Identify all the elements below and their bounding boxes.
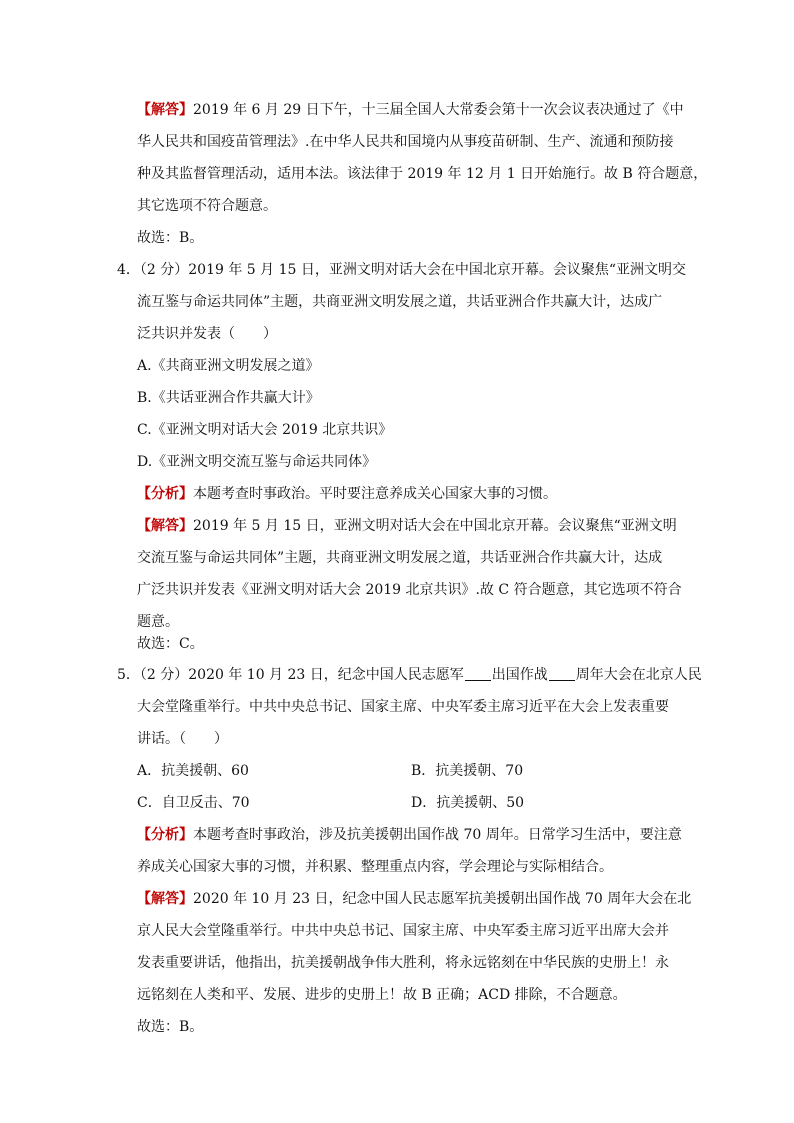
fenxi-tag: 【分析】	[137, 827, 193, 843]
fenxi-tag: 【分析】	[137, 486, 193, 502]
q4-stem-line-2: 流互鉴与命运共同体”主题，共商亚洲文明发展之道，共话亚洲合作共赢大计，达成广	[137, 294, 663, 310]
q5-jieda-line-4: 远铭刻在人类和平、发展、进步的史册上！故 B 正确；ACD 排除，不合题意。	[137, 987, 627, 1003]
q5-option-c: C．自卫反击、70	[137, 795, 250, 811]
q4-stem-line-3: 泛共识并发表（ ）	[137, 326, 277, 342]
q5-jieda-line-2: 京人民大会堂隆重举行。中共中央总书记、国家主席、中央军委主席习近平出席大会并	[137, 923, 669, 939]
q3-jieda-line-2: 华人民共和国疫苗管理法》.在中华人民共和国境内从事疫苗研制、生产、流通和预防接	[137, 134, 674, 150]
q4-option-a: A.《共商亚洲文明发展之道》	[137, 358, 320, 374]
q4-option-b: B.《共话亚洲合作共赢大计》	[137, 390, 320, 406]
answer-blank	[549, 680, 575, 681]
q5-jieda-line-1: 【解答】2020 年 10 月 23 日，纪念中国人民志愿军抗美援朝出国作战 70 周年大会在北	[137, 891, 692, 907]
q3-jieda-line-4: 其它选项不符合题意。	[137, 198, 277, 214]
jieda-tag: 【解答】	[137, 518, 193, 534]
q4-jieda-line-2: 交流互鉴与命运共同体”主题，共商亚洲文明发展之道，共话亚洲合作共赢大计，达成	[137, 550, 663, 566]
q4-option-c: C.《亚洲文明对话大会 2019 北京共识》	[137, 422, 393, 438]
q4-fenxi: 【分析】本题考查时事政治。平时要注意养成关心国家大事的习惯。	[137, 486, 557, 502]
q5-stem-line-2: 大会堂隆重举行。中共中央总书记、国家主席、中央军委主席习近平在大会上发表重要	[137, 699, 669, 715]
q4-jieda-line-4: 题意。	[137, 614, 179, 630]
q3-jieda-line-1: 【解答】2019 年 6 月 29 日下午，十三届全国人大常委会第十一次会议表决通过了《中	[137, 102, 684, 118]
q5-option-a: A．抗美援朝、60	[137, 763, 249, 779]
q3-answer: 故选：B。	[137, 230, 204, 246]
q5-option-d: D．抗美援朝、50	[411, 795, 525, 811]
q5-stem-line-3: 讲话。（ ）	[137, 731, 228, 747]
answer-blank	[465, 680, 491, 681]
q4-option-d: D.《亚洲文明交流互鉴与命运共同体》	[137, 454, 377, 470]
jieda-tag: 【解答】	[137, 102, 193, 118]
q5-stem-line-1: 5．（2 分）2020 年 10 月 23 日，纪念中国人民志愿军 出国作战 周年大会在北京人民	[117, 667, 702, 683]
q3-jieda-line-3: 种及其监督管理活动，适用本法。该法律于 2019 年 12 月 1 日开始施行。故 B 符合题意，	[137, 166, 708, 182]
q4-jieda-line-1: 【解答】2019 年 5 月 15 日，亚洲文明对话大会在中国北京开幕。会议聚焦“亚洲文明	[137, 518, 677, 534]
q5-fenxi-line-2: 养成关心国家大事的习惯，并积累、整理重点内容，学会理论与实际相结合。	[137, 859, 613, 875]
q4-stem-line-1: 4．（2 分）2019 年 5 月 15 日，亚洲文明对话大会在中国北京开幕。会议聚焦“亚洲文明交	[117, 262, 687, 278]
jieda-tag: 【解答】	[137, 891, 193, 907]
q4-jieda-line-3: 广泛共识并发表《亚洲文明对话大会 2019 北京共识》.故 C 符合题意，其它选项不符合	[137, 582, 682, 598]
q5-jieda-line-3: 发表重要讲话，他指出，抗美援朝战争伟大胜利，将永远铭刻在中华民族的史册上！永	[137, 955, 669, 971]
q5-option-b: B．抗美援朝、70	[411, 763, 524, 779]
q4-answer: 故选：C。	[137, 636, 204, 652]
q5-answer: 故选：B。	[137, 1019, 204, 1035]
q5-fenxi-line-1: 【分析】本题考查时事政治，涉及抗美援朝出国作战 70 周年。日常学习生活中，要注意	[137, 827, 682, 843]
